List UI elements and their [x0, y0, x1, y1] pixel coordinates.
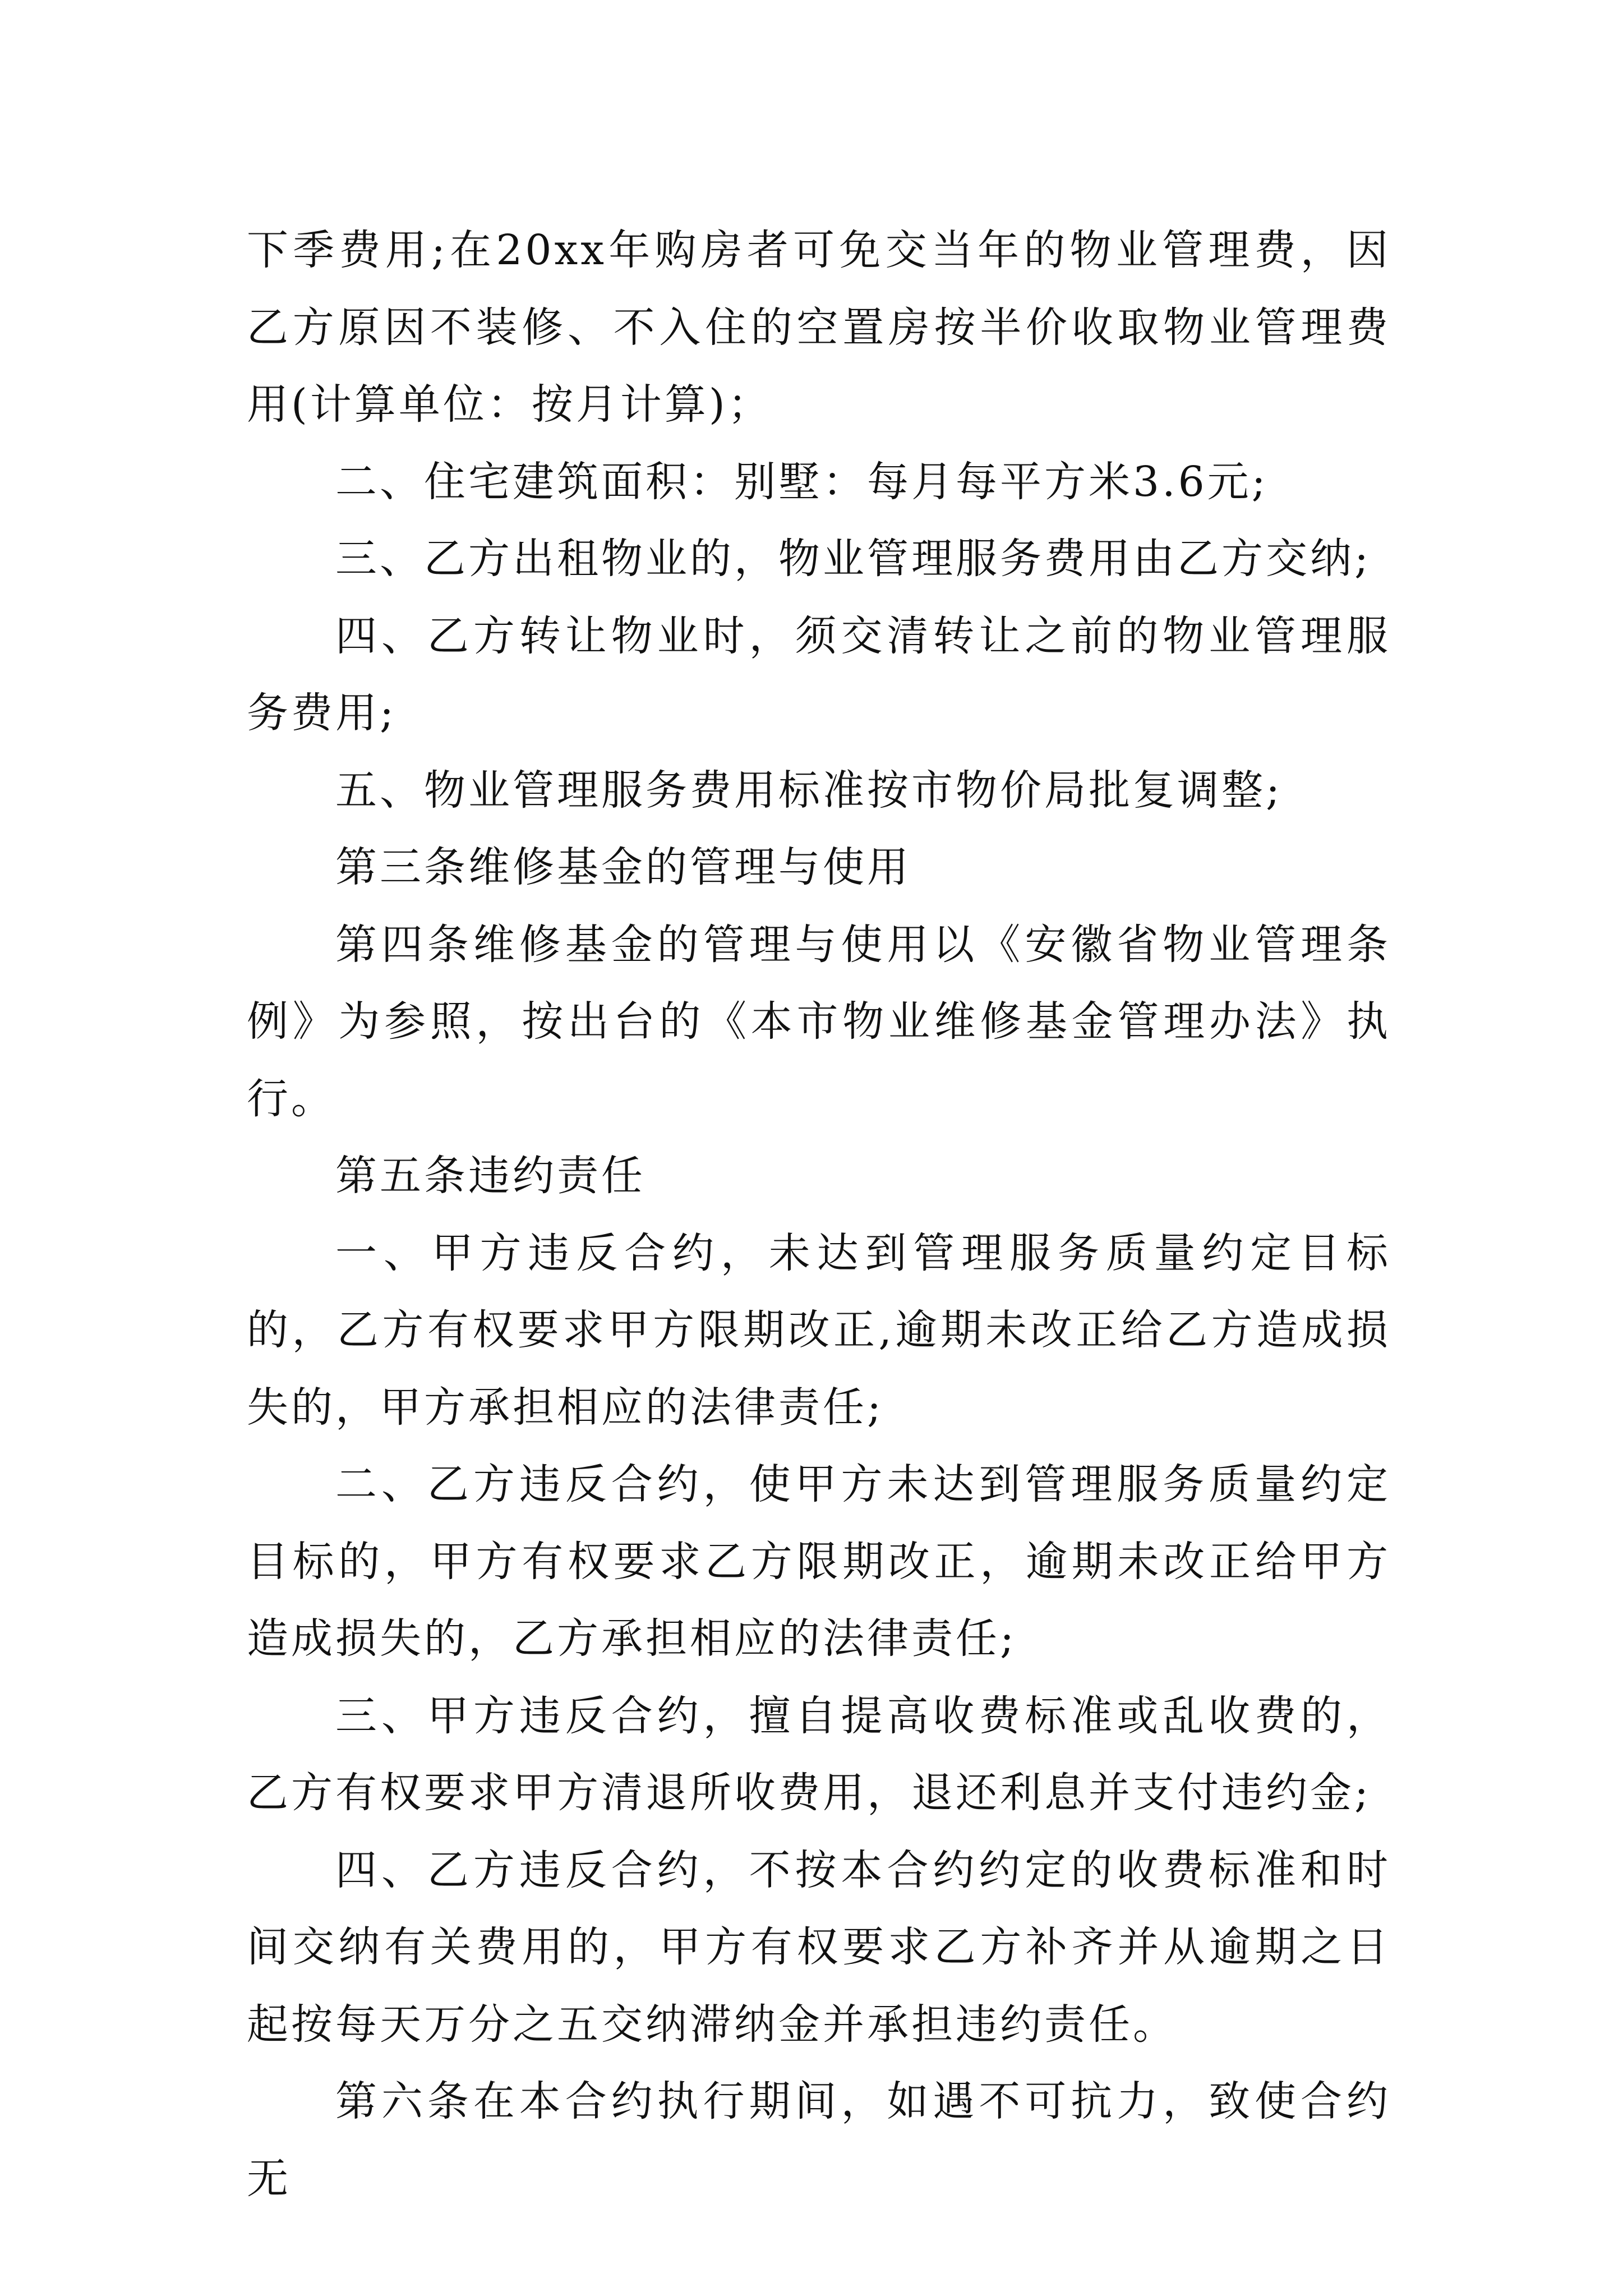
paragraph-fee-adjustment: 五、物业管理服务费用标准按市物价局批复调整;: [335, 766, 1283, 815]
paragraph-villa-fee: 二、住宅建筑面积：别墅：每月每平方米3.6元;: [335, 457, 1269, 506]
article-5-heading: 第五条违约责任: [335, 1152, 645, 1200]
breach-clause-1: 一、甲方违反合约，未达到管理服务质量约定目标的，乙方有权要求甲方限期改正,逾期未改正给乙方造成损失的，甲方承担相应的法律责任;: [247, 1228, 1391, 1432]
breach-clause-3: 三、甲方违反合约，擅自提高收费标准或乱收费的，乙方有权要求甲方清退所收费用，退还利息并支付违约金;: [247, 1691, 1391, 1817]
breach-clause-4: 四、乙方违反合约，不按本合约约定的收费标准和时间交纳有关费用的，甲方有权要求乙方补齐并从逾期之日起按每天万分之五交纳滞纳金并承担违约责任。: [247, 1846, 1391, 2049]
paragraph-transfer-fee: 四、乙方转让物业时，须交清转让之前的物业管理服务费用;: [247, 611, 1391, 737]
article-6-paragraph: 第六条在本合约执行期间，如遇不可抗力，致使合约无: [247, 2077, 1391, 2203]
paragraph-fee-carryover: 下季费用;在20xx年购房者可免交当年的物业管理费，因乙方原因不装修、不入住的空置房按半价收取物业管理费用(计算单位：按月计算)；: [247, 226, 1391, 429]
breach-clause-2: 二、乙方违反合约，使甲方未达到管理服务质量约定目标的，甲方有权要求乙方限期改正，逾期未改正给甲方造成损失的，乙方承担相应的法律责任;: [247, 1460, 1391, 1663]
article-4-paragraph: 第四条维修基金的管理与使用以《安徽省物业管理条例》为参照，按出台的《本市物业维修基金管理办法》执行。: [247, 920, 1391, 1123]
document-body: [247, 212, 1391, 2217]
article-3-heading: 第三条维修基金的管理与使用: [335, 843, 911, 891]
paragraph-rental-fee: 三、乙方出租物业的，物业管理服务费用由乙方交纳;: [335, 535, 1371, 583]
